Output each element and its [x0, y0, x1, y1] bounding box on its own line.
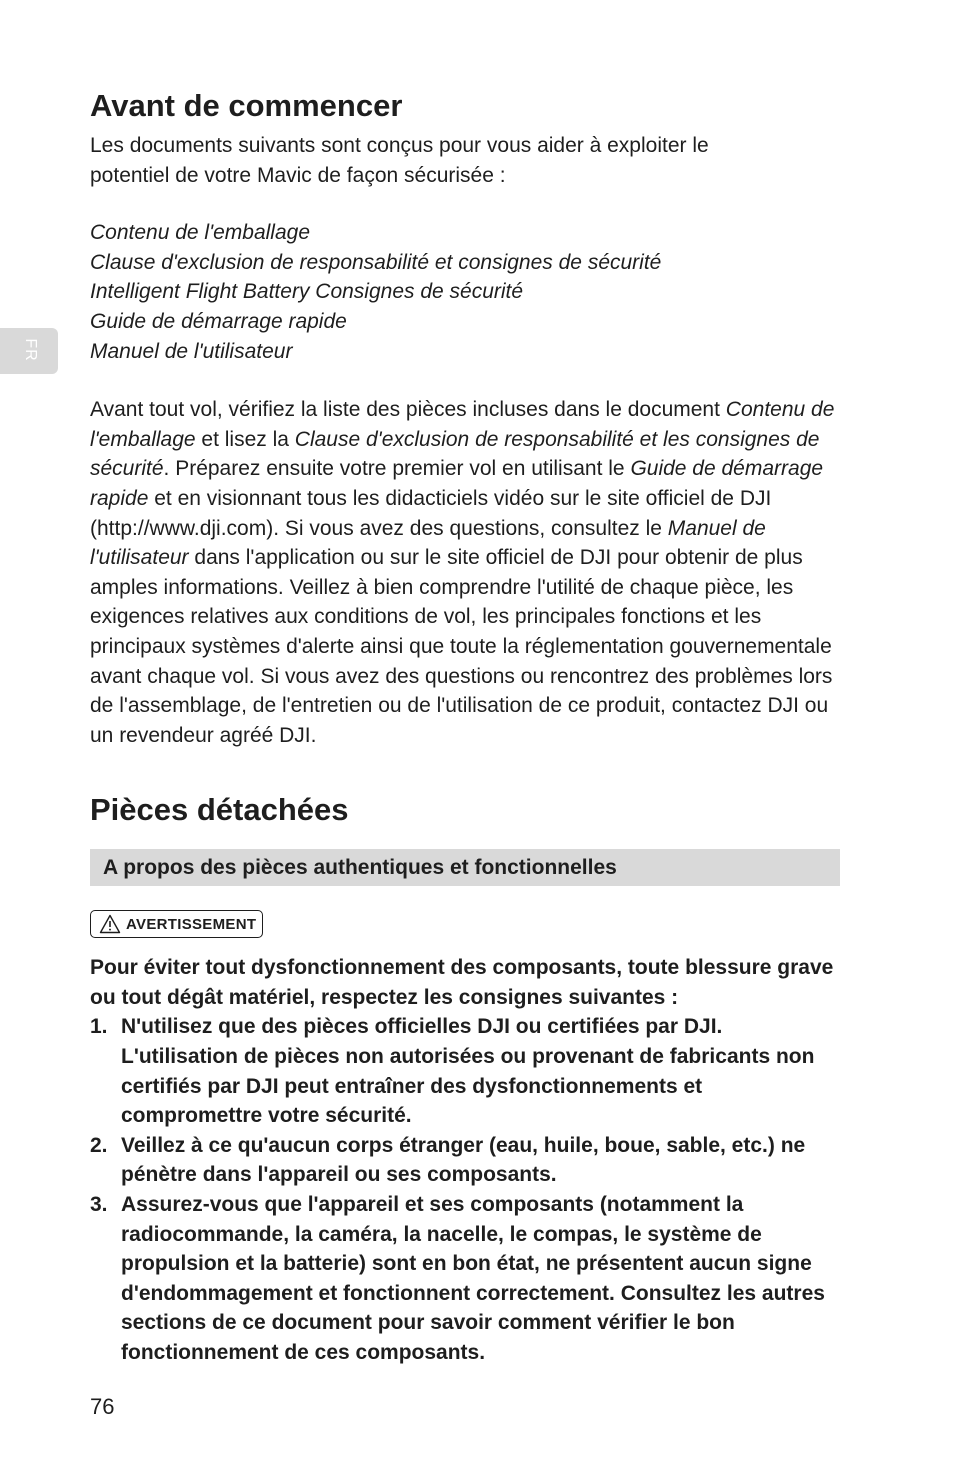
body-text-part: et en visionnant tous les didacticiels vidéo sur le site officiel de DJI (http://www.dji.com). Si vous avez des questions, consultez le — [90, 486, 772, 540]
intro-line: potentiel de votre Mavic de façon sécurisée : — [90, 163, 506, 187]
list-item-number: 1. — [90, 1015, 108, 1039]
list-item-text: Assurez-vous que l'appareil et ses composants (notamment la radiocommande, la caméra, la nacelle, le compas, le système de propulsion et la batterie) sont en bon état, ne présentent aucun signe d'endommagement et fonctionnent correctement. Consultez les autres sections de ce document pour savoir comment vérifier le bon fonctionnement de ces composants. — [121, 1193, 825, 1364]
language-tab — [0, 328, 58, 374]
body-italic-part: Clause d'exclusion de responsabilité et les consignes de sécurité — [90, 427, 820, 481]
section-title-pieces-detachees: Pièces détachées — [90, 792, 349, 828]
subsection-heading: A propos des pièces authentiques et fonctionnelles — [90, 849, 840, 886]
document-item: Intelligent Flight Battery Consignes de sécurité — [90, 280, 524, 304]
list-item-text: N'utilisez que des pièces officielles DJI ou certifiées par DJI. L'utilisation de pièces non autorisées ou provenant de fabricants non certifiés par DJI peut entraîner des dysfonctionnements et compromettre votre sécurité. — [121, 1015, 815, 1128]
document-item: Clause d'exclusion de responsabilité et consignes de sécurité — [90, 250, 662, 274]
intro-line: Les documents suivants sont conçus pour vous aider à exploiter le — [90, 134, 709, 157]
list-item — [90, 1190, 840, 1368]
body-italic-part: Guide de démarrage rapide — [90, 457, 824, 510]
language-tab-label: FR — [22, 338, 39, 362]
body-text-part: et lisez la — [195, 427, 295, 451]
section-title-avant-de-commencer: Avant de commencer — [90, 88, 403, 123]
body-italic-part: Contenu de l'emballage — [90, 398, 835, 451]
document-item: Manuel de l'utilisateur — [90, 339, 293, 363]
warning-triangle-icon — [99, 914, 121, 934]
body-text-part: dans l'application ou sur le site officiel de DJI pour obtenir de plus amples informations. Veillez à bien comprendre l'utilité de chaque pièce, les exigences relatives aux conditions de vol, les principales fonctions et les principaux systèmes d'alerte ainsi que toute la réglementation gouvernementale avant chaque vol. Si vous avez des questions ou rencontrez des problèmes lors de l'assemblage, de l'entretien ou de l'utilisation de ce produit, contactez DJI ou un revendeur agréé DJI. — [90, 546, 833, 747]
body-text-part: Avant tout vol, vérifiez la liste des pièces incluses dans le document — [90, 398, 726, 422]
page-number: 76 — [90, 1394, 115, 1419]
warning-intro: Pour éviter tout dysfonctionnement des composants, toute blessure grave ou tout dégât matériel, respectez les consignes suivantes : — [90, 956, 834, 1009]
body-text-part: . Préparez ensuite votre premier vol en utilisant le — [163, 457, 631, 481]
document-item: Contenu de l'emballage — [90, 221, 310, 245]
list-item-number: 2. — [90, 1133, 108, 1157]
list-item-number: 3. — [90, 1193, 108, 1217]
body-paragraph — [90, 395, 840, 750]
safety-rules-list — [90, 1012, 840, 1367]
page-content — [90, 86, 840, 1368]
warning-label-box — [90, 910, 263, 938]
document-item: Guide de démarrage rapide — [90, 309, 347, 333]
list-item-text: Veillez à ce qu'aucun corps étranger (eau, huile, boue, sable, etc.) ne pénètre dans l'appareil ou ses composants. — [121, 1133, 806, 1187]
list-item — [90, 1131, 840, 1190]
warning-label-text: AVERTISSEMENT — [126, 915, 257, 933]
intro-paragraph — [90, 131, 840, 190]
body-italic-part: Manuel de l'utilisateur — [90, 516, 766, 570]
list-item — [90, 1012, 840, 1130]
document-list — [90, 218, 840, 366]
